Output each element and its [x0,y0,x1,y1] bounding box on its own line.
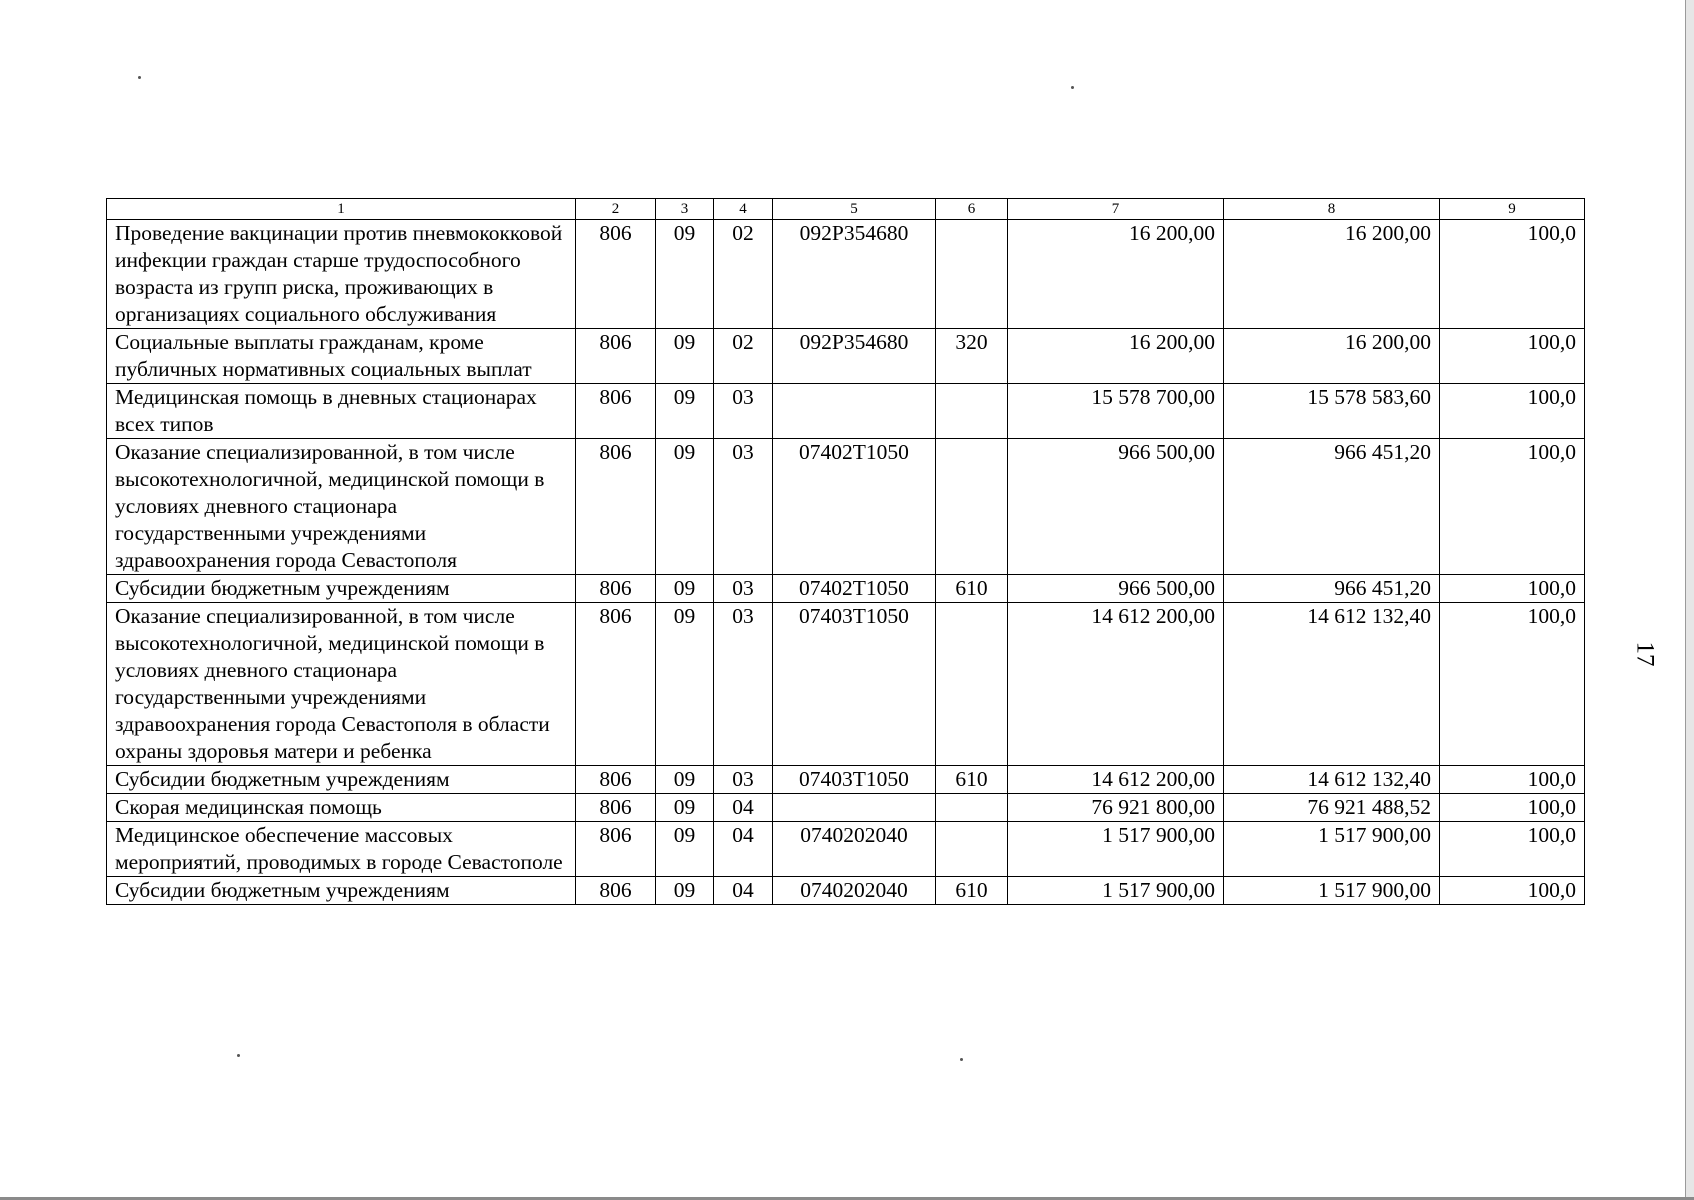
executed-amount-cell: 1 517 900,00 [1224,877,1440,905]
expense-type-cell: 610 [936,766,1008,794]
ministry-code-cell: 806 [576,220,656,329]
expense-name-cell: Субсидии бюджетным учреждениям [107,766,576,794]
subsection-code-cell: 03 [714,575,773,603]
ministry-code-cell: 806 [576,575,656,603]
table-row [107,794,1585,822]
column-number: 5 [773,199,936,220]
table-row [107,384,1585,439]
column-number: 6 [936,199,1008,220]
section-code-cell: 09 [656,575,714,603]
subsection-code-cell: 03 [714,766,773,794]
column-number-row [107,199,1585,220]
expense-name-cell: Медицинская помощь в дневных стационарах всех типов [107,384,576,439]
subsection-code-cell: 02 [714,220,773,329]
target-article-cell [773,384,936,439]
approved-amount-cell: 15 578 700,00 [1008,384,1224,439]
table-row [107,575,1585,603]
expense-name-cell: Медицинское обеспечение массовых мероприятий, проводимых в городе Севастополе [107,822,576,877]
table-row [107,822,1585,877]
target-article-cell: 07402T1050 [773,439,936,575]
execution-percent-cell: 100,0 [1440,220,1585,329]
target-article-cell: 092P354680 [773,329,936,384]
approved-amount-cell: 14 612 200,00 [1008,603,1224,766]
expense-type-cell [936,794,1008,822]
expense-name-cell: Скорая медицинская помощь [107,794,576,822]
executed-amount-cell: 14 612 132,40 [1224,603,1440,766]
executed-amount-cell: 76 921 488,52 [1224,794,1440,822]
scan-speck [237,1054,240,1057]
approved-amount-cell: 1 517 900,00 [1008,877,1224,905]
subsection-code-cell: 04 [714,822,773,877]
column-number: 4 [714,199,773,220]
ministry-code-cell: 806 [576,794,656,822]
approved-amount-cell: 14 612 200,00 [1008,766,1224,794]
section-code-cell: 09 [656,794,714,822]
target-article-cell: 0740202040 [773,822,936,877]
expense-name-cell: Субсидии бюджетным учреждениям [107,877,576,905]
subsection-code-cell: 03 [714,603,773,766]
execution-percent-cell: 100,0 [1440,766,1585,794]
execution-percent-cell: 100,0 [1440,603,1585,766]
approved-amount-cell: 16 200,00 [1008,220,1224,329]
expense-type-cell [936,603,1008,766]
table-row [107,877,1585,905]
section-code-cell: 09 [656,766,714,794]
column-number: 7 [1008,199,1224,220]
execution-percent-cell: 100,0 [1440,822,1585,877]
column-number: 3 [656,199,714,220]
section-code-cell: 09 [656,384,714,439]
table-row [107,329,1585,384]
expense-type-cell: 610 [936,575,1008,603]
target-article-cell: 0740202040 [773,877,936,905]
expense-name-cell: Оказание специализированной, в том числе высокотехнологичной, медицинской помощи в условиях дневного стационара государственными учреждениями здравоохранения города Севастополя [107,439,576,575]
target-article-cell: 07402T1050 [773,575,936,603]
approved-amount-cell: 16 200,00 [1008,329,1224,384]
approved-amount-cell: 966 500,00 [1008,575,1224,603]
executed-amount-cell: 966 451,20 [1224,575,1440,603]
ministry-code-cell: 806 [576,877,656,905]
expense-name-cell: Социальные выплаты гражданам, кроме публичных нормативных социальных выплат [107,329,576,384]
target-article-cell: 07403T1050 [773,766,936,794]
column-number: 1 [107,199,576,220]
approved-amount-cell: 966 500,00 [1008,439,1224,575]
table-row [107,439,1585,575]
expense-name-cell: Оказание специализированной, в том числе высокотехнологичной, медицинской помощи в условиях дневного стационара государственными учреждениями здравоохранения города Севастополя в области охраны здоровья матери и ребенка [107,603,576,766]
expense-type-cell: 610 [936,877,1008,905]
executed-amount-cell: 16 200,00 [1224,220,1440,329]
execution-percent-cell: 100,0 [1440,575,1585,603]
section-code-cell: 09 [656,439,714,575]
table-row [107,220,1585,329]
scan-speck [960,1058,963,1061]
expense-type-cell [936,439,1008,575]
execution-percent-cell: 100,0 [1440,329,1585,384]
section-code-cell: 09 [656,603,714,766]
expense-type-cell [936,220,1008,329]
executed-amount-cell: 16 200,00 [1224,329,1440,384]
subsection-code-cell: 03 [714,384,773,439]
column-number: 9 [1440,199,1585,220]
ministry-code-cell: 806 [576,822,656,877]
expense-type-cell [936,822,1008,877]
scan-edge-right [1685,0,1694,1200]
executed-amount-cell: 14 612 132,40 [1224,766,1440,794]
table-row [107,603,1585,766]
subsection-code-cell: 04 [714,794,773,822]
executed-amount-cell: 15 578 583,60 [1224,384,1440,439]
executed-amount-cell: 966 451,20 [1224,439,1440,575]
column-number: 2 [576,199,656,220]
budget-table [106,198,1585,905]
executed-amount-cell: 1 517 900,00 [1224,822,1440,877]
section-code-cell: 09 [656,822,714,877]
ministry-code-cell: 806 [576,766,656,794]
section-code-cell: 09 [656,329,714,384]
target-article-cell [773,794,936,822]
ministry-code-cell: 806 [576,603,656,766]
approved-amount-cell: 76 921 800,00 [1008,794,1224,822]
subsection-code-cell: 02 [714,329,773,384]
execution-percent-cell: 100,0 [1440,384,1585,439]
column-number: 8 [1224,199,1440,220]
expense-name-cell: Субсидии бюджетным учреждениям [107,575,576,603]
execution-percent-cell: 100,0 [1440,794,1585,822]
expense-type-cell [936,384,1008,439]
scan-speck [138,76,141,79]
target-article-cell: 092P354680 [773,220,936,329]
approved-amount-cell: 1 517 900,00 [1008,822,1224,877]
expense-name-cell: Проведение вакцинации против пневмококковой инфекции граждан старше трудоспособного возраста из групп риска, проживающих в организациях социального обслуживания [107,220,576,329]
scan-speck [1071,86,1074,89]
ministry-code-cell: 806 [576,439,656,575]
ministry-code-cell: 806 [576,384,656,439]
ministry-code-cell: 806 [576,329,656,384]
target-article-cell: 07403T1050 [773,603,936,766]
execution-percent-cell: 100,0 [1440,877,1585,905]
expense-type-cell: 320 [936,329,1008,384]
section-code-cell: 09 [656,877,714,905]
page-number: 17 [1631,641,1659,667]
execution-percent-cell: 100,0 [1440,439,1585,575]
subsection-code-cell: 03 [714,439,773,575]
table-row [107,766,1585,794]
table-body [107,199,1585,905]
subsection-code-cell: 04 [714,877,773,905]
section-code-cell: 09 [656,220,714,329]
